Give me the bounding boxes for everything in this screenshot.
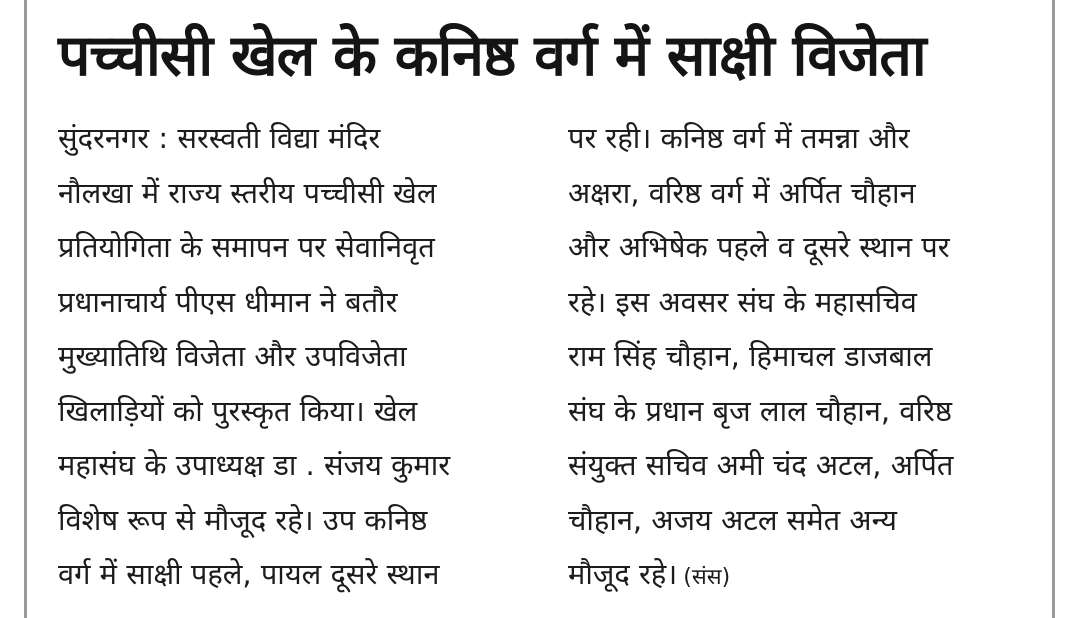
column-rule-left <box>24 0 27 618</box>
agency-credit: (संस) <box>683 565 731 590</box>
article-line: संयुक्त सचिव अमी चंद अटल, अर्पित <box>568 448 954 482</box>
article-line: पर रही। कनिष्ठ वर्ग में तमन्ना और <box>568 121 910 155</box>
article-line-text: मौजूद रहे। <box>568 557 678 591</box>
article-line: नौलखा में राज्य स्तरीय पच्चीसी खेल <box>58 175 437 210</box>
article-column-left <box>58 118 520 609</box>
article-headline: पच्चीसी खेल के कनिष्ठ वर्ग में साक्षी विजेता <box>58 23 926 89</box>
column-rule-right <box>1052 0 1055 618</box>
article-line: प्रतियोगिता के समापन पर सेवानिवृत <box>58 230 435 264</box>
article-line: वर्ग में साक्षी पहले, पायल दूसरे स्थान <box>58 557 440 591</box>
article-column-right <box>568 118 1028 609</box>
article-line: सुंदरनगर : सरस्वती विद्या मंदिर <box>58 121 381 155</box>
article-line: राम सिंह चौहान, हिमाचल डाजबाल <box>568 339 933 373</box>
article-line: विशेष रूप से मौजूद रहे। उप कनिष्ठ <box>58 502 428 537</box>
article-line: चौहान, अजय अटल समेत अन्य <box>568 502 897 537</box>
article-line: संघ के प्रधान बृज लाल चौहान, वरिष्ठ <box>568 393 952 428</box>
article-line: मुख्यातिथि विजेता और उपविजेता <box>58 339 407 373</box>
article-line: रहे। इस अवसर संघ के महासचिव <box>568 284 917 319</box>
article-line: खिलाड़ियों को पुरस्कृत किया। खेल <box>58 393 418 428</box>
article-line: महासंघ के उपाध्यक्ष डा . संजय कुमार <box>58 448 451 482</box>
article-line: अक्षरा, वरिष्ठ वर्ग में अर्पित चौहान <box>568 175 916 210</box>
article-line: और अभिषेक पहले व दूसरे स्थान पर <box>568 230 950 264</box>
article-line: प्रधानाचार्य पीएस धीमान ने बतौर <box>58 284 398 319</box>
article-last-line <box>568 554 1028 609</box>
